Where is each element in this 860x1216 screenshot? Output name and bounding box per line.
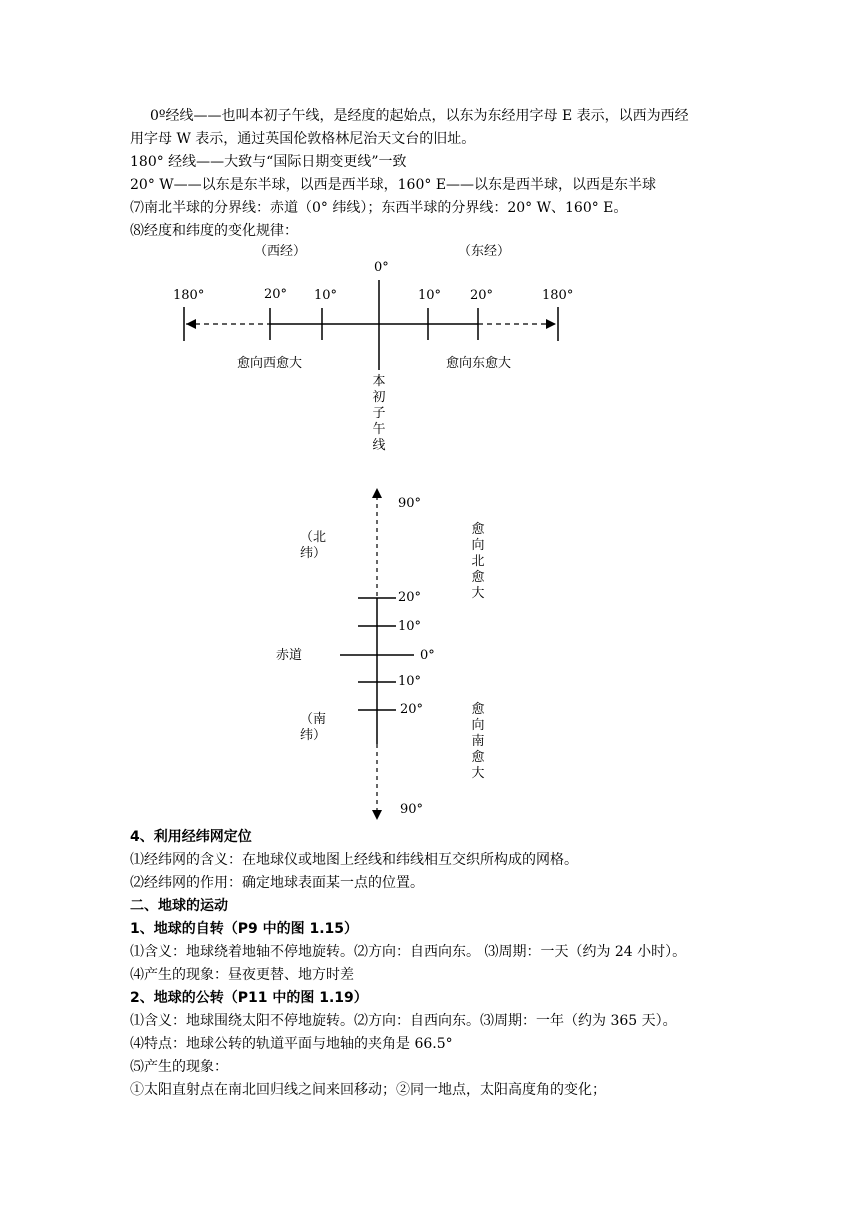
label-20s: 20° [400,702,424,717]
paragraph-prime-meridian: 0º经线——也叫本初子午线，是经度的起始点，以东为东经用字母 E 表示，以西为西经 [150,108,689,124]
section-two-title: 二、地球的运动 [130,898,228,914]
label-180w: 180° [173,288,205,303]
label-0-latitude: 0° [420,648,435,663]
east-longitude-label: （东经） [458,244,511,259]
south-latitude-label: （南纬） [300,712,327,743]
revolution-line-1: ⑴含义：地球围绕太阳不停地旋转。⑵方向：自西向东。⑶周期：一年（约为 365 天）。 [130,1013,677,1029]
paragraph-hemisphere-boundary: 20° W——以东是东半球，以西是西半球，160° E——以东是西半球，以西是东半球 [130,177,657,193]
label-180e: 180° [542,288,574,303]
label-10w: 10° [314,288,338,303]
section-4-line-1: ⑴经纬网的含义：在地球仪或地图上经线和纬线相互交织所构成的网格。 [130,852,578,868]
label-20w: 20° [264,287,288,302]
revolution-line-4: ①太阳直射点在南北回归线之间来回移动；②同一地点，太阳高度角的变化； [130,1082,606,1098]
rotation-title: 1、地球的自转（P9 中的图 1.15） [130,921,359,937]
label-10e: 10° [418,288,442,303]
section-4-line-2: ⑵经纬网的作用：确定地球表面某一点的位置。 [130,875,424,891]
west-longitude-label: （西经） [254,244,307,259]
north-latitude-label: （北纬） [300,530,327,561]
label-90s: 90° [400,802,424,817]
label-20e: 20° [470,288,494,303]
south-increase-note: 愈向南愈大 [471,702,485,781]
north-increase-note: 愈向北愈大 [471,522,485,601]
paragraph-boundaries: ⑺南北半球的分界线：赤道（0° 纬线）；东西半球的分界线：20° W、160° E。 [130,200,628,216]
label-10s: 10° [398,674,422,689]
label-90n: 90° [398,496,422,511]
paragraph-prime-meridian-cont: 用字母 W 表示，通过英国伦敦格林尼治天文台的旧址。 [130,131,476,147]
zero-longitude-label: 0° [374,260,389,275]
east-increase-note: 愈向东愈大 [446,356,512,371]
revolution-title: 2、地球的公转（P11 中的图 1.19） [130,990,368,1006]
west-arrowhead [186,319,196,329]
prime-meridian-label: 本初子午线 [372,374,386,453]
rotation-line-1: ⑴含义：地球绕着地轴不停地旋转。⑵方向：自西向东。 ⑶周期：一天（约为 24 小时）。 [130,944,687,960]
east-arrowhead [546,319,556,329]
west-increase-note: 愈向西愈大 [237,356,303,371]
paragraph-180-meridian: 180° 经线——大致与“国际日期变更线”一致 [130,154,407,170]
south-arrowhead [372,810,382,820]
revolution-line-2: ⑷特点：地球公转的轨道平面与地轴的夹角是 66.5° [130,1036,453,1052]
section-4-title: 4、利用经纬网定位 [130,829,252,845]
rotation-line-2: ⑷产生的现象：昼夜更替、地方时差 [130,967,354,983]
revolution-line-3: ⑸产生的现象： [130,1059,228,1075]
north-arrowhead [372,488,382,498]
label-10n: 10° [398,619,422,634]
label-20n: 20° [398,590,422,605]
equator-label: 赤道 [276,648,303,663]
paragraph-change-rule: ⑻经度和纬度的变化规律： [130,223,298,239]
